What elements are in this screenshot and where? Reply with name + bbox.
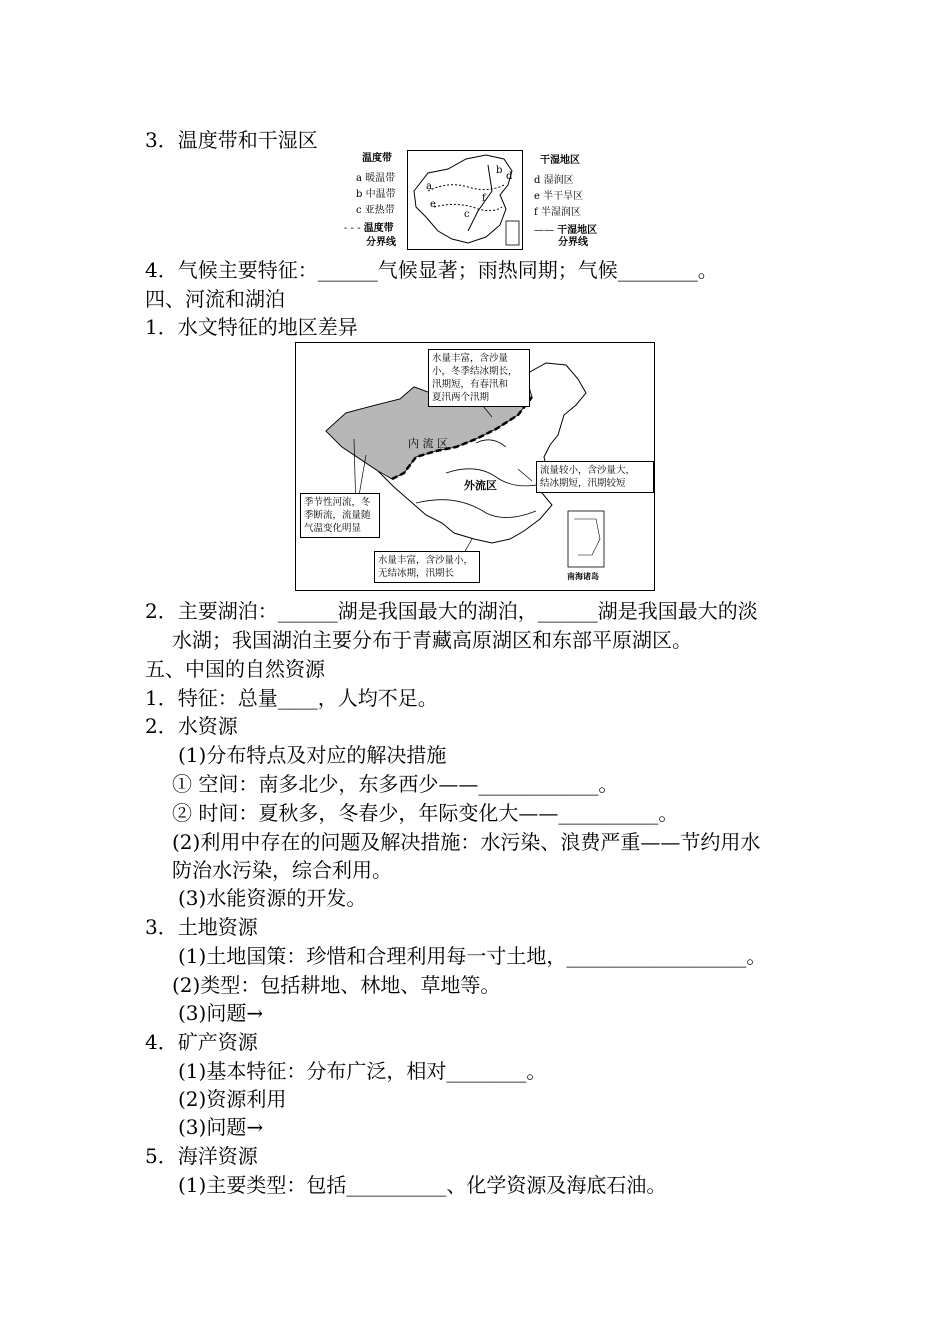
legend-temp-b: b 中温带 (356, 189, 396, 200)
label-inland-drainage: 内 流 区 (408, 437, 448, 450)
mineral-item-1: (1)基本特征：分布广泛，相对________。 (178, 1059, 547, 1083)
section-4-climate: 4．气候主要特征：______气候显著；雨热同期；气候________。 (145, 258, 718, 282)
water-item-1b: ② 时间：夏秋多，冬春少，年际变化大——__________。 (172, 801, 679, 825)
resources-item-2-water: 2．水资源 (145, 714, 238, 738)
legend-dry-d: d 湿润区 (534, 175, 574, 186)
resources-item-4-mineral: 4．矿产资源 (145, 1030, 258, 1054)
china-climate-map (407, 150, 523, 250)
annotation-north-china: 流量较小，含沙量大， 结冰期短，汛期较短 (536, 461, 654, 493)
legend-temp-c: c 亚热带 (356, 205, 395, 216)
label-south-china-sea-islands: 南海诸岛 (567, 571, 599, 581)
heading-natural-resources: 五、中国的自然资源 (145, 657, 325, 681)
legend-dry-f: f 半湿润区 (534, 207, 581, 218)
mineral-item-3: (3)问题→ (178, 1115, 264, 1139)
lakes-line-2: 水湖；我国湖泊主要分布于青藏高原湖区和东部平原湖区。 (172, 628, 692, 652)
annotation-south: 水量丰富，含沙量小， 无结冰期，汛期长 (374, 551, 480, 583)
legend-dry-boundary: —— 干湿地区 (534, 225, 598, 236)
map-letter-b: b (496, 165, 503, 176)
resources-item-1: 1．特征：总量____，人均不足。 (145, 686, 438, 710)
resources-item-3-land: 3．土地资源 (145, 915, 258, 939)
legend-dry-boundary-2: 分界线 (558, 237, 588, 248)
river-hydrology-figure (295, 342, 655, 591)
legend-dry-e: e 半干旱区 (534, 191, 584, 202)
water-item-3: (3)水能资源的开发。 (178, 886, 367, 910)
land-item-3: (3)问题→ (178, 1001, 264, 1025)
temperature-zone-figure (344, 150, 606, 252)
resources-item-5-marine: 5．海洋资源 (145, 1144, 258, 1168)
water-item-2-line-2: 防治水污染，综合利用。 (172, 858, 392, 882)
label-external-drainage: 外流区 (464, 479, 497, 492)
annotation-northwest: 季节性河流，冬 季断流，流量随 气温变化明显 (300, 493, 380, 538)
section-3-title: 3．温度带和干湿区 (145, 128, 318, 152)
map-letter-e: e (430, 199, 436, 210)
legend-temp-title: 温度带 (362, 153, 392, 164)
water-item-1: (1)分布特点及对应的解决措施 (178, 743, 447, 767)
water-item-2-line-1: (2)利用中存在的问题及解决措施：水污染、浪费严重——节约用水 (172, 830, 761, 854)
legend-temp-boundary-2: 分界线 (366, 237, 396, 248)
land-item-1: (1)土地国策：珍惜和合理利用每一寸土地，__________________。 (178, 944, 767, 968)
water-item-1a: ① 空间：南多北少，东多西少——____________。 (172, 772, 619, 796)
mineral-item-2: (2)资源利用 (178, 1087, 287, 1111)
marine-item-1: (1)主要类型：包括__________、化学资源及海底石油。 (178, 1173, 667, 1197)
map-letter-d: d (506, 171, 513, 182)
legend-temp-boundary: - - - 温度带 (344, 223, 394, 234)
land-item-2: (2)类型：包括耕地、林地、草地等。 (172, 973, 501, 997)
lakes-line-1: 2．主要湖泊：______湖是我国最大的湖泊，______湖是我国最大的淡 (145, 599, 758, 623)
rivers-item-1: 1．水文特征的地区差异 (145, 315, 358, 339)
legend-dry-title: 干湿地区 (540, 155, 580, 166)
annotation-northeast: 水量丰富，含沙量 小，冬季结冰期长， 汛期短，有春汛和 夏汛两个汛期 (428, 349, 530, 407)
map-letter-c: c (464, 209, 470, 220)
heading-rivers-lakes: 四、河流和湖泊 (145, 287, 285, 311)
legend-temp-a: a 暖温带 (356, 173, 396, 184)
map-letter-a: a (426, 181, 432, 192)
map-letter-f: f (482, 193, 486, 204)
